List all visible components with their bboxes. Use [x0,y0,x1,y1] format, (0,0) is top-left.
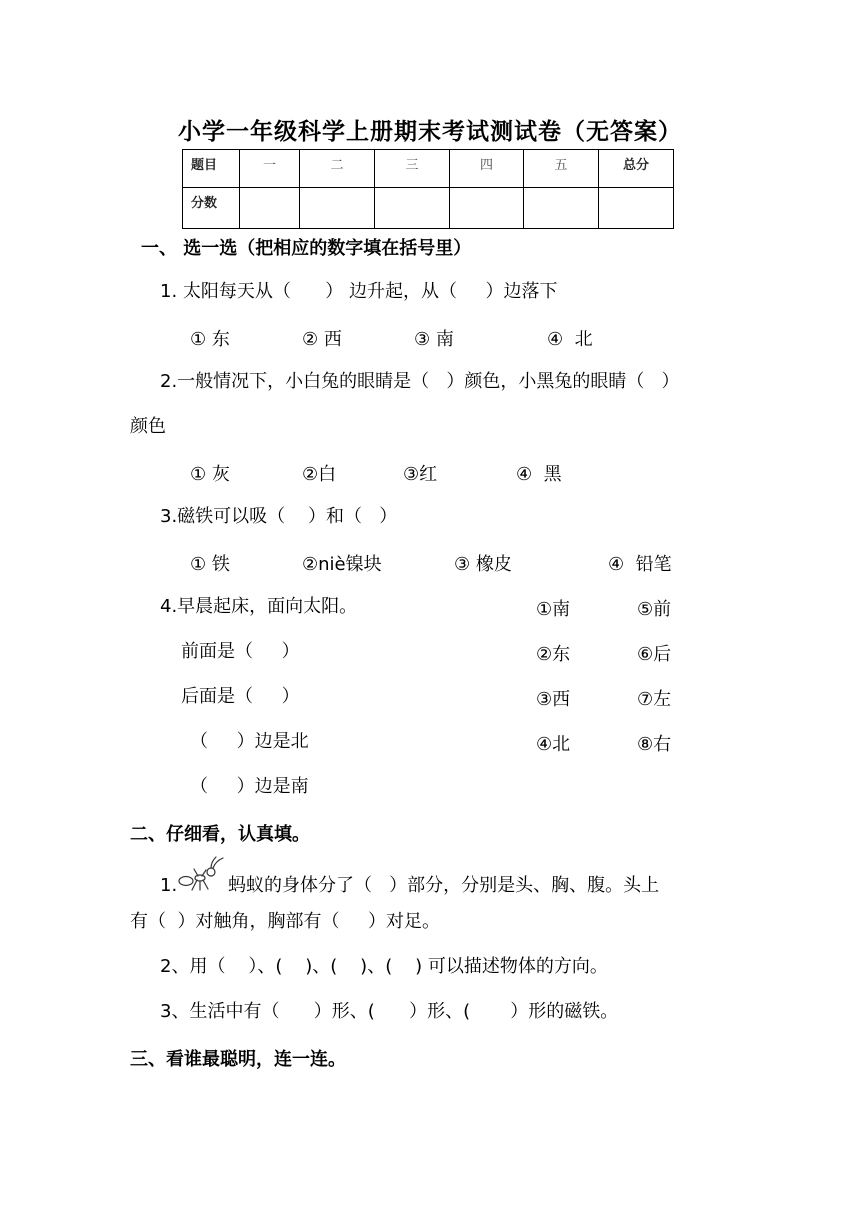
q4-blank: 后面是（ ） [181,686,300,707]
q4-option: ⑤前 [637,599,672,620]
score-table-header-label: 题目 [183,150,240,188]
score-cell [300,188,375,229]
section1-heading: 一、 选一选（把相应的数字填在括号里） [141,238,472,259]
score-cell [599,188,674,229]
s2-question-1-line1: 蚂蚁的身体分了（ ）部分，分别是头、胸、腹。头上 [228,875,660,896]
q2-option: ④ 黑 [516,464,562,485]
q1-option: ④ 北 [547,329,593,350]
score-cell [240,188,300,229]
q3-option: ③ 橡皮 [454,554,512,575]
q4-option: ②东 [536,644,571,665]
section3-heading: 三、看谁最聪明，连一连。 [130,1049,346,1070]
q3-option: ②niè镍块 [302,554,382,575]
q4-blank: （ ）边是北 [190,731,309,752]
question-1: 1. 太阳每天从（ ） 边升起，从（ ）边落下 [160,281,558,302]
q3-option: ① 铁 [190,554,230,575]
score-table-header-row [183,150,674,188]
section2-heading: 二、仔细看，认真填。 [130,824,310,845]
page-title: 小学一年级科学上册期末考试测试卷（无答案） [178,119,682,145]
score-table-header-cell: 一 [240,150,300,188]
q4-blank: （ ）边是南 [190,776,309,797]
score-cell [524,188,599,229]
score-cell [450,188,524,229]
q2-option: ③红 [403,464,438,485]
question-2: 2.一般情况下，小白兔的眼睛是（ ）颜色，小黑兔的眼睛（ ） [160,371,680,392]
score-table-row-label: 分数 [183,188,240,229]
score-table [182,149,674,229]
q4-option: ①南 [536,599,571,620]
score-table-header-cell: 总分 [599,150,674,188]
score-table-score-row [183,188,674,229]
q4-option: ⑧右 [637,734,672,755]
s2-question-1-line2: 有（ ）对触角，胸部有（ ）对足。 [130,911,441,932]
s2-question-3: 3、生活中有（ ）形、( ）形、( ）形的磁铁。 [160,1001,619,1022]
q2-option: ① 灰 [190,464,230,485]
score-table-header-cell: 二 [300,150,375,188]
q1-option: ③ 南 [414,329,454,350]
s2-question-1-number: 1. [160,875,178,896]
question-3: 3.磁铁可以吸（ ）和（ ） [160,506,398,527]
q3-option: ④ 铅笔 [608,554,672,575]
ant-icon [178,855,226,893]
score-cell [375,188,450,229]
q4-blank: 前面是（ ） [181,641,300,662]
q4-option: ③西 [536,689,571,710]
score-table-header-cell: 四 [450,150,524,188]
question-4: 4.早晨起床，面向太阳。 [160,596,358,617]
q4-option: ⑦左 [637,689,672,710]
score-table-header-cell: 三 [375,150,450,188]
q4-option: ⑥后 [637,644,672,665]
q2-option: ②白 [302,464,337,485]
q1-option: ① 东 [190,329,230,350]
question-2-continued: 颜色 [130,416,166,437]
q1-option: ② 西 [302,329,342,350]
q4-option: ④北 [536,734,571,755]
s2-question-2: 2、用（ ）、( )、( )、( ) 可以描述物体的方向。 [160,956,608,977]
score-table-header-cell: 五 [524,150,599,188]
